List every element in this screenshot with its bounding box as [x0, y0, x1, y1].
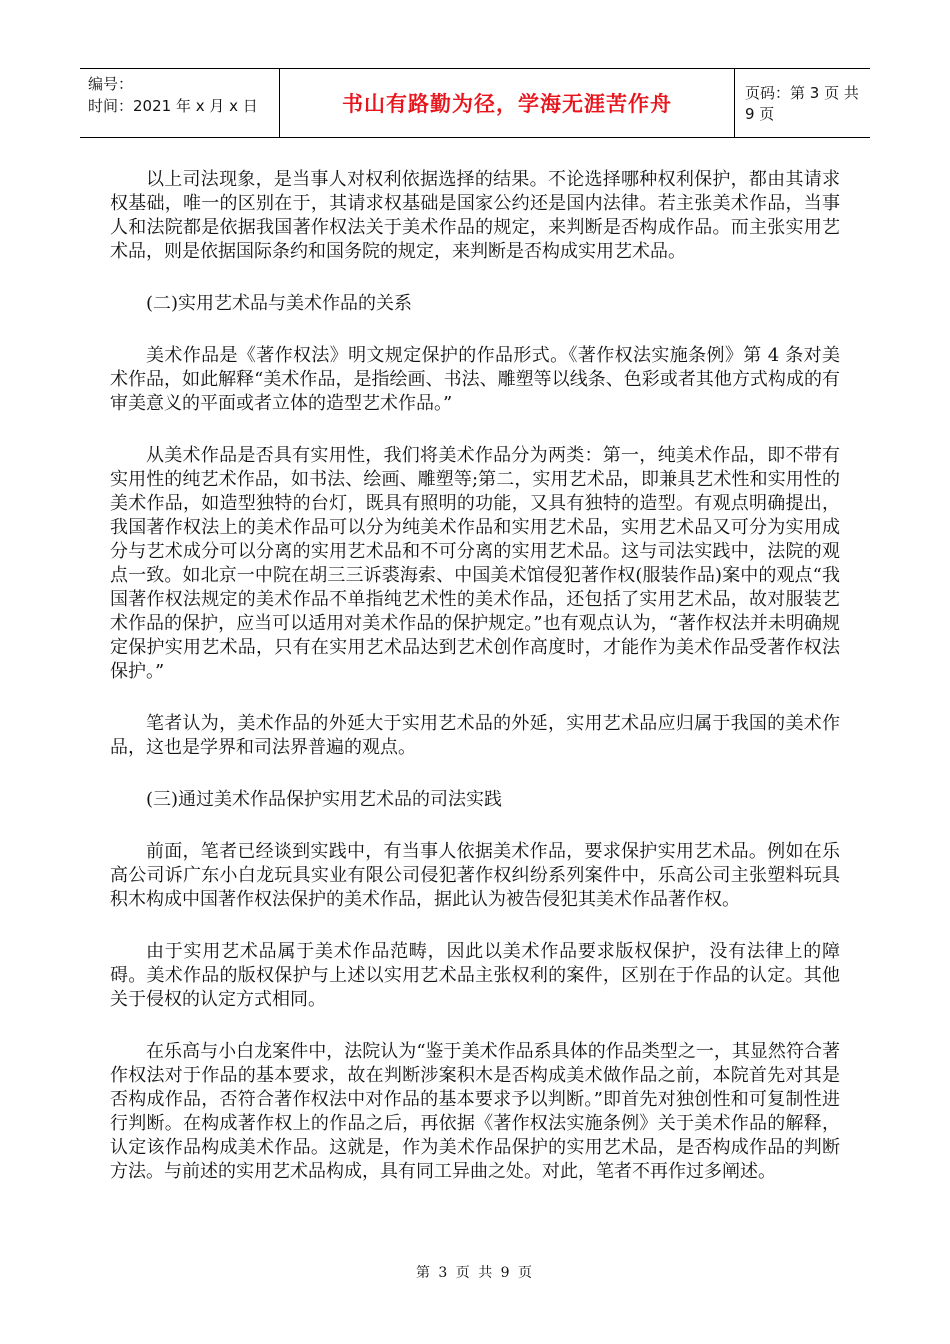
- document-body: [110, 168, 840, 1212]
- document-date: 时间：2021 年 x 月 x 日: [88, 97, 258, 115]
- page-header: [80, 68, 870, 138]
- header-page-info: 页码：第 3 页 共 9 页: [745, 84, 859, 123]
- header-meta: [80, 69, 280, 137]
- header-page-info-cell: [735, 69, 870, 137]
- body-paragraph: 从美术作品是否具有实用性，我们将美术作品分为两类：第一，纯美术作品，即不带有实用性的纯艺术作品，如书法、绘画、雕塑等;第二，实用艺术品，即兼具艺术性和实用性的美术作品，如造型独特的台灯，既具有照明的功能，又具有独特的造型。有观点明确提出，我国著作权法上的美术作品可以分为纯美术作品和实用艺术品，实用艺术品又可分为实用成分与艺术成分可以分离的实用艺术品和不可分离的实用艺术品。这与司法实践中，法院的观点一致。如北京一中院在胡三三诉裘海索、中国美术馆侵犯著作权(服装作品)案中的观点“我国著作权法规定的美术作品不单指纯艺术性的美术作品，还包括了实用艺术品，故对服装艺术作品的保护，应当可以适用对美术作品的保护规定。”也有观点认为，“著作权法并未明确规定保护实用艺术品，只有在实用艺术品达到艺术创作高度时，才能作为美术作品受著作权法保护。”: [110, 445, 840, 682]
- document-number-label: 编号：: [88, 75, 134, 93]
- header-motto: 书山有路勤为径，学海无涯苦作舟: [342, 92, 672, 116]
- body-paragraph: 美术作品是《著作权法》明文规定保护的作品形式。《著作权法实施条例》第 4 条对美术作品，如此解释“美术作品，是指绘画、书法、雕塑等以线条、色彩或者其他方式构成的有审美意义的平面或者立体的造型艺术作品。”: [110, 345, 840, 414]
- section-heading: (三)通过美术作品保护实用艺术品的司法实践: [146, 789, 503, 810]
- header-motto-cell: [280, 69, 735, 137]
- body-paragraph: 前面，笔者已经谈到实践中，有当事人依据美术作品，要求保护实用艺术品。例如在乐高公司诉广东小白龙玩具实业有限公司侵犯著作权纠纷系列案件中，乐高公司主张塑料玩具积木构成中国著作权法保护的美术作品，据此认为被告侵犯其美术作品著作权。: [110, 841, 840, 910]
- section-heading: (二)实用艺术品与美术作品的关系: [146, 293, 413, 314]
- page-footer: 第 3 页 共 9 页: [415, 1265, 535, 1281]
- body-paragraph: 笔者认为，美术作品的外延大于实用艺术品的外延，实用艺术品应归属于我国的美术作品，这也是学界和司法界普遍的观点。: [110, 713, 840, 758]
- body-paragraph: 在乐高与小白龙案件中，法院认为“鉴于美术作品系具体的作品类型之一，其显然符合著作权法对于作品的基本要求，故在判断涉案积木是否构成美术做作品之前，本院首先对其是否构成作品，否符合著作权法中对作品的基本要求予以判断。”即首先对独创性和可复制性进行判断。在构成著作权上的作品之后，再依据《著作权法实施条例》关于美术作品的解释，认定该作品构成美术作品。这就是，作为美术作品保护的实用艺术品，是否构成作品的判断方法。与前述的实用艺术品构成，具有同工异曲之处。对此，笔者不再作过多阐述。: [110, 1041, 840, 1182]
- body-paragraph: 由于实用艺术品属于美术作品范畴，因此以美术作品要求版权保护，没有法律上的障碍。美术作品的版权保护与上述以实用艺术品主张权利的案件，区别在于作品的认定。其他关于侵权的认定方式相同。: [110, 941, 840, 1010]
- body-paragraph: 以上司法现象，是当事人对权利依据选择的结果。不论选择哪种权利保护，都由其请求权基础，唯一的区别在于，其请求权基础是国家公约还是国内法律。若主张美术作品，当事人和法院都是依据我国著作权法关于美术作品的规定，来判断是否构成作品。而主张实用艺术品，则是依据国际条约和国务院的规定，来判断是否构成实用艺术品。: [110, 169, 840, 262]
